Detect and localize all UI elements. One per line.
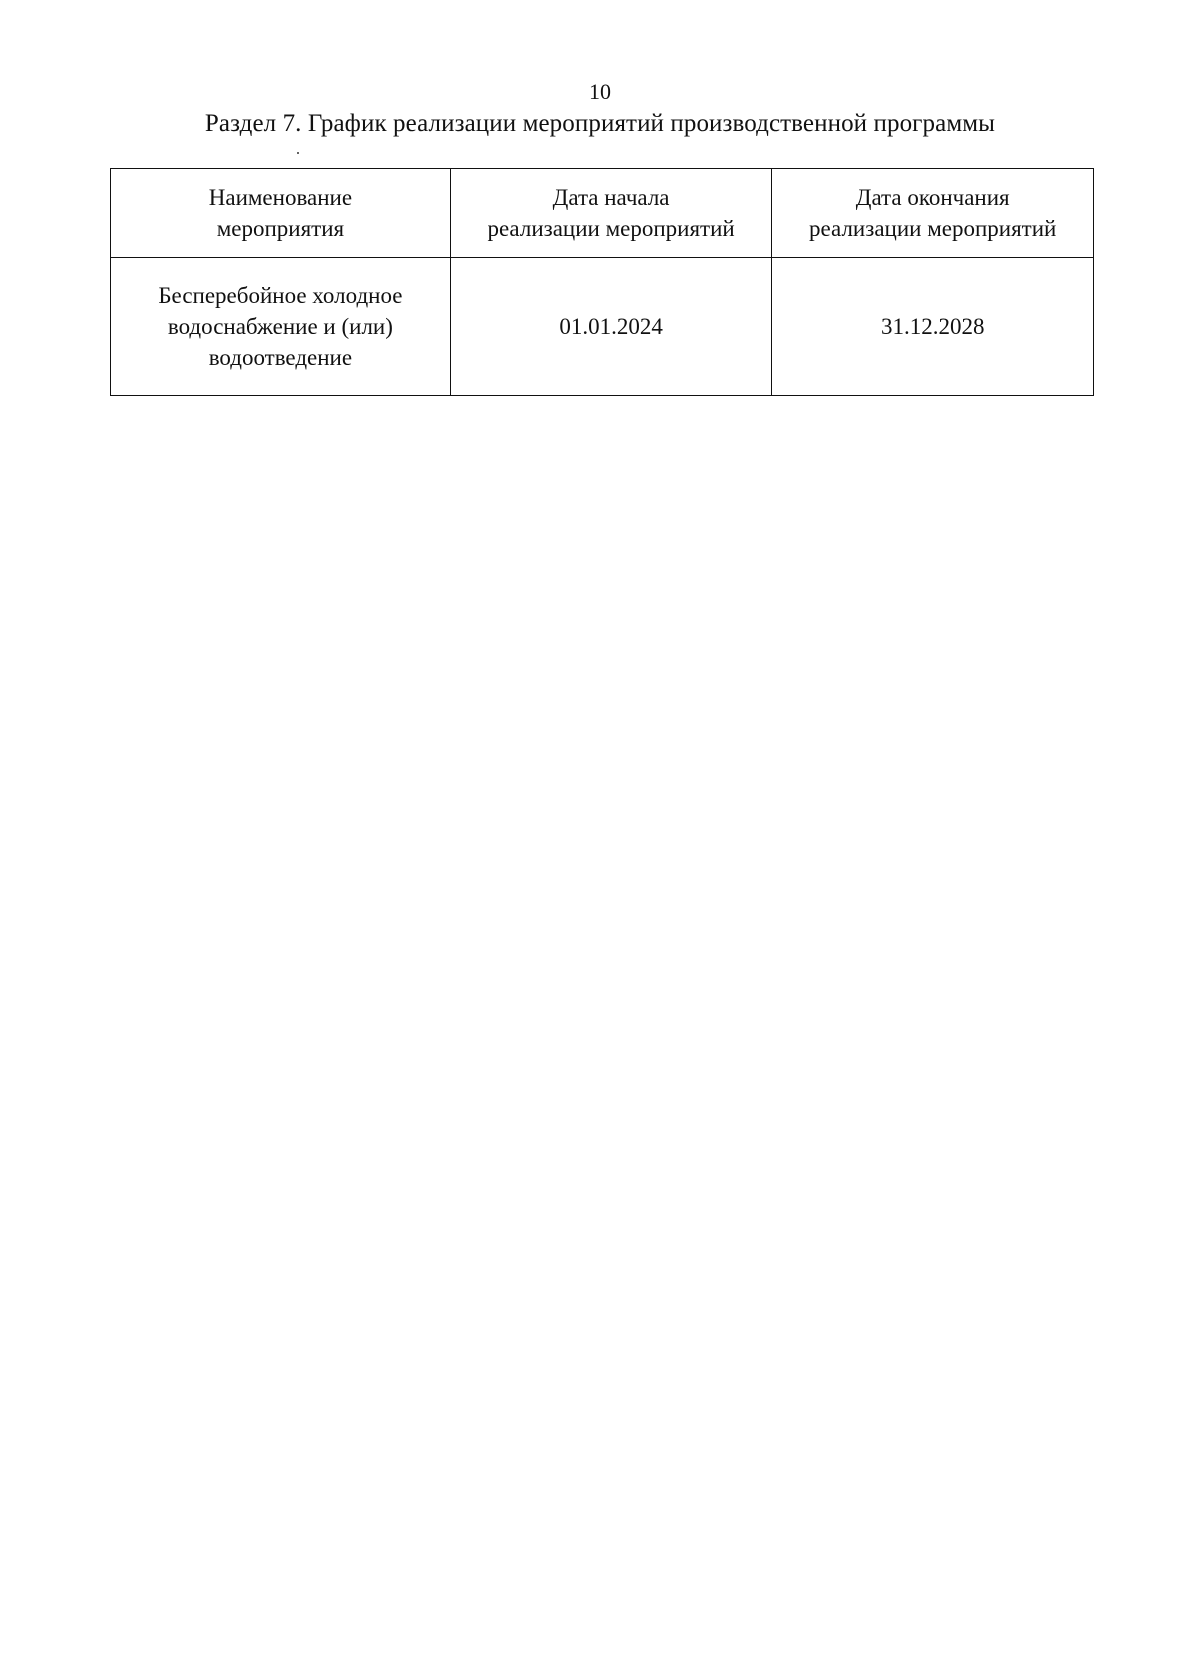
activity-name-line: Бесперебойное холодное xyxy=(158,283,403,308)
header-text-line: Дата начала xyxy=(552,185,670,210)
scan-speck xyxy=(297,152,299,154)
page-number: 10 xyxy=(589,79,611,104)
table-row xyxy=(111,258,1094,396)
header-end-date xyxy=(772,169,1094,258)
section-title: Раздел 7. График реализации мероприятий производственной программы xyxy=(204,110,996,137)
schedule-table xyxy=(110,168,1094,396)
activity-name-line: водоотведение xyxy=(208,345,353,370)
header-activity-name xyxy=(111,169,451,258)
cell-start-date: 01.01.2024 xyxy=(450,258,772,396)
cell-activity-name xyxy=(111,258,451,396)
header-text-line: мероприятия xyxy=(216,216,345,241)
header-text-line: реализации мероприятий xyxy=(809,216,1057,241)
table-header-row xyxy=(111,169,1094,258)
header-text-line: Наименование xyxy=(208,185,353,210)
header-text-line: реализации мероприятий xyxy=(487,216,735,241)
header-start-date xyxy=(450,169,772,258)
cell-end-date: 31.12.2028 xyxy=(772,258,1094,396)
header-text-line: Дата окончания xyxy=(855,185,1010,210)
activity-name-line: водоснабжение и (или) xyxy=(167,314,393,339)
